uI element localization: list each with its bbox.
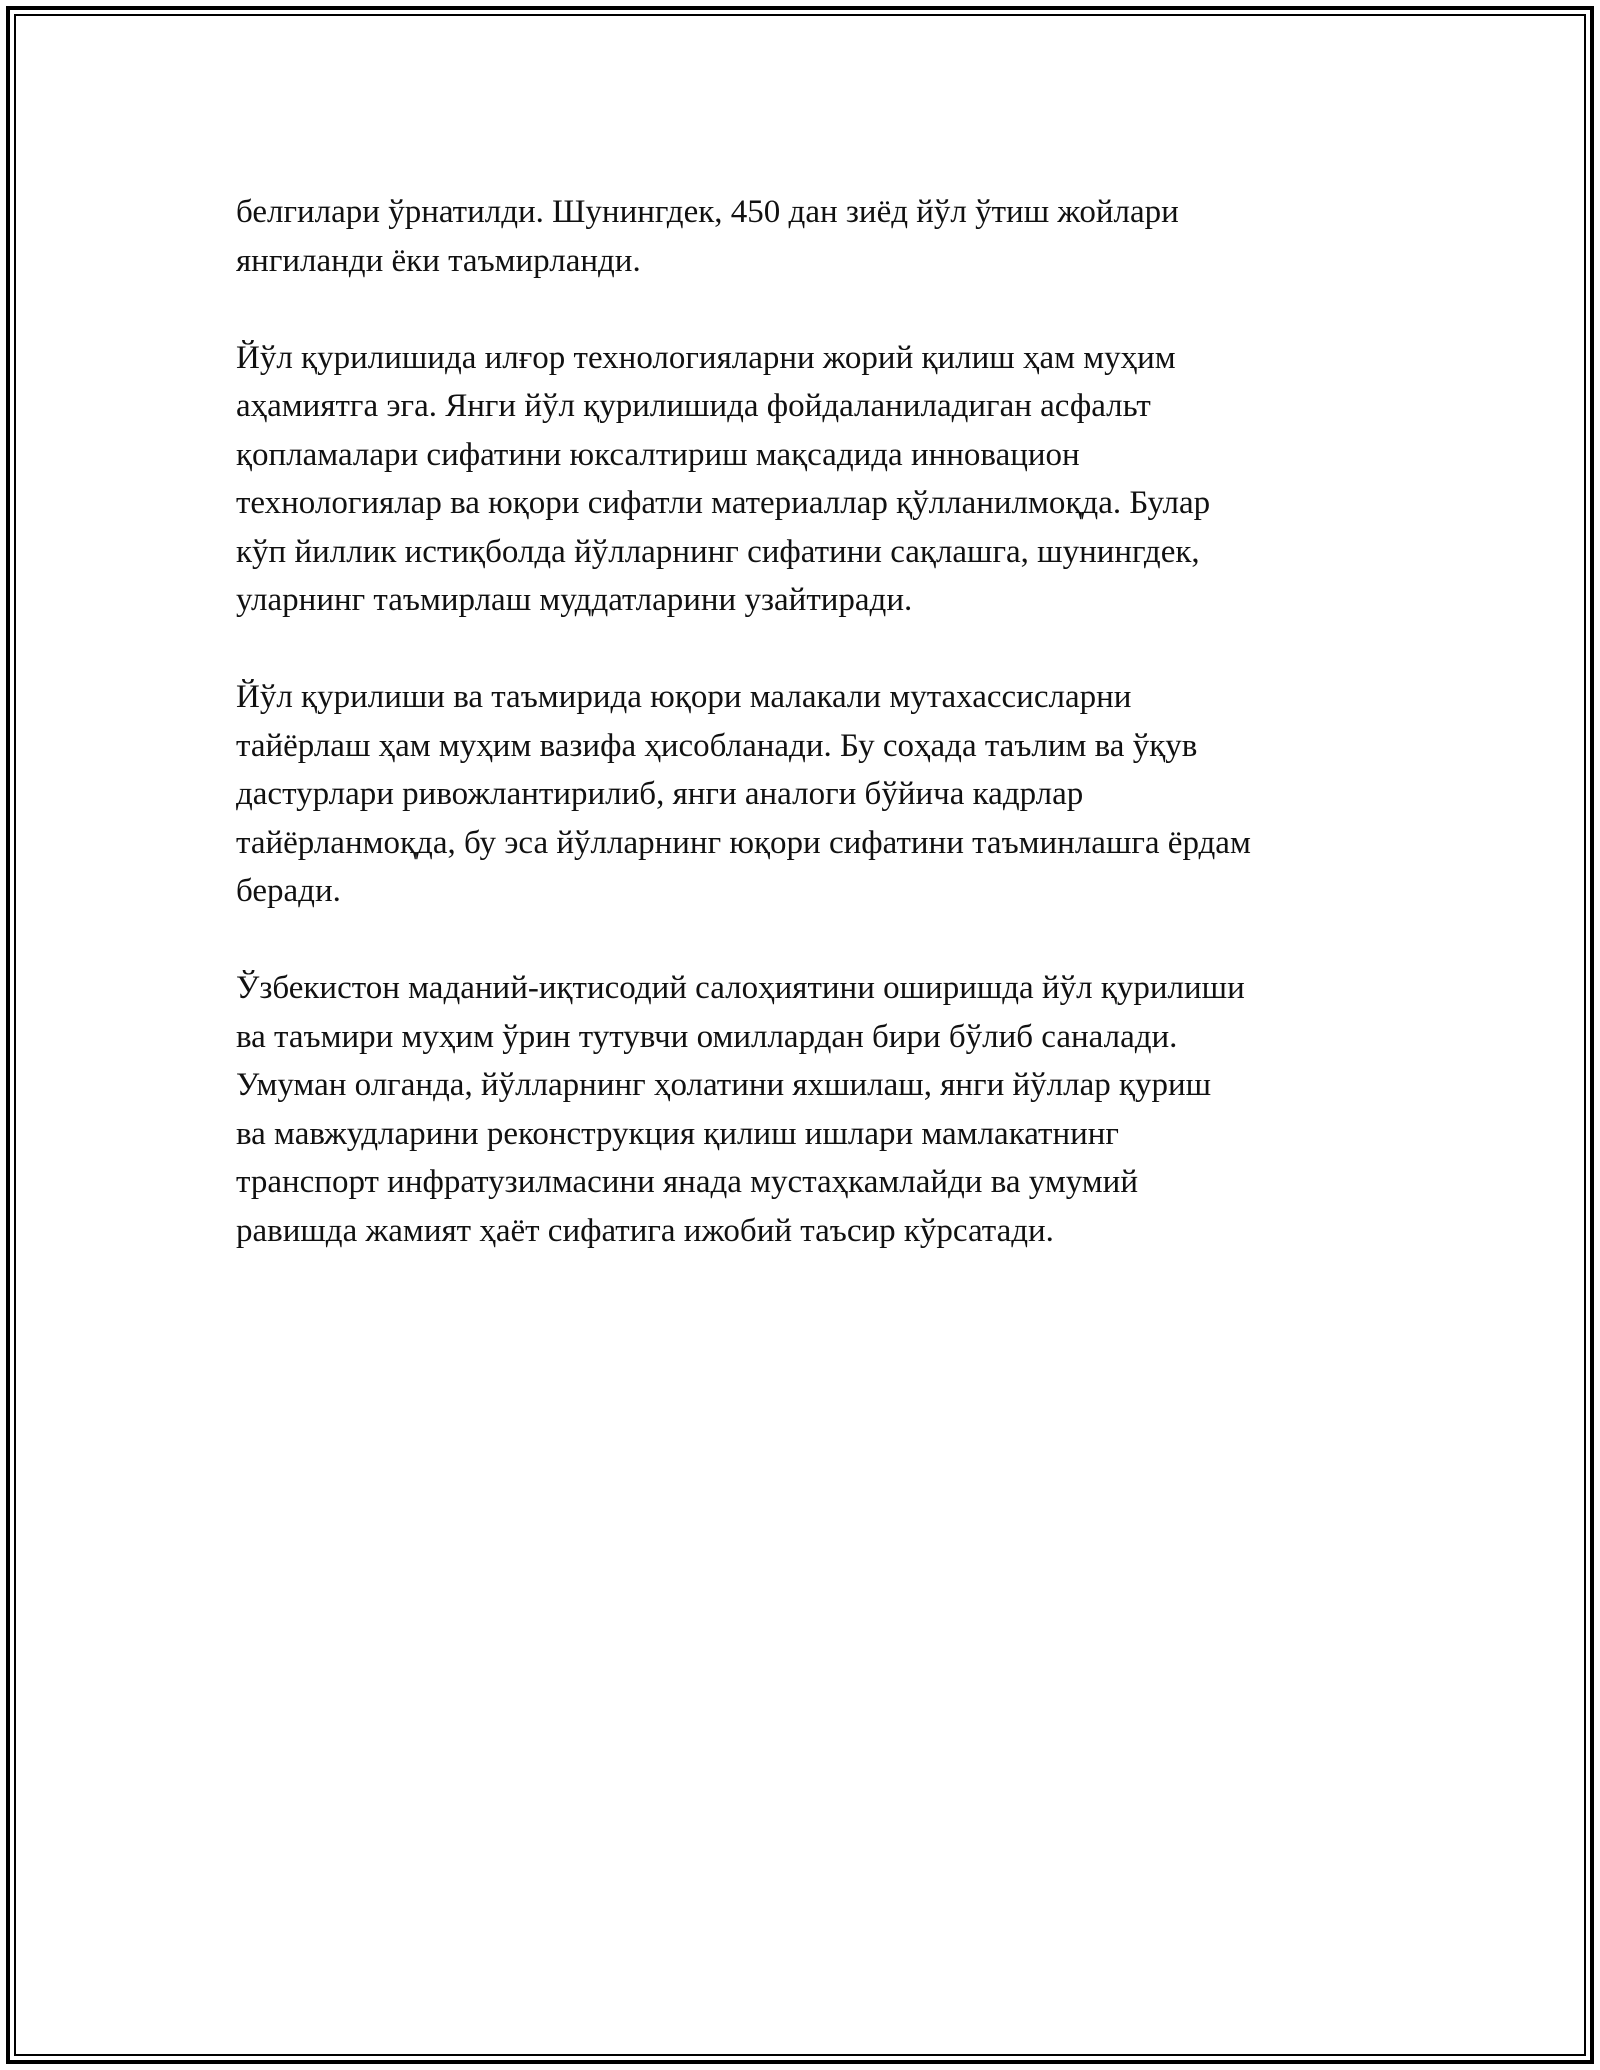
paragraph-2: Йўл қурилишида илғор технологияларни жорий қилиш ҳам муҳим аҳамиятга эга. Янги йўл қурилишида фойдаланиладиган асфальт қопламалари сифатини юксалтириш мақсадида инновацион технологиялар ва юқори сифатли материаллар қўлланилмоқда. Булар кўп йиллик истиқболда йўлларнинг сифатини сақлашга, шунингдек, уларнинг таъмирлаш муддатларини узайтиради. — [236, 339, 1211, 618]
paragraph-4: Ўзбекистон маданий-иқтисодий салоҳиятини оширишда йўл қурилиши ва таъмири муҳим ўрин тутувчи омиллардан бири бўлиб саналади. Умуман олганда, йўлларнинг ҳолатини яхшилаш, янги йўллар қуриш ва мавжудларини реконструкция қилиш ишлари мамлакатнинг транспорт инфратузилмасини янада мустаҳкамлайди ва умумий равишда жамият ҳаёт сифатига ижобий таъсир кўрсатади. — [236, 970, 1245, 1249]
paragraph-3: Йўл қурилиши ва таъмирида юқори малакали мутахассисларни тайёрлаш ҳам муҳим вазифа ҳисобланади. Бу соҳада таълим ва ўқув дастурлари ривожлантирилиб, янги аналоги бўйича кадрлар тайёрланмоқда, бу эса йўлларнинг юқори сифатини таъминлашга ёрдам беради. — [236, 679, 1251, 909]
document-body — [236, 188, 1416, 1304]
paragraph-1: белгилари ўрнатилди. Шунингдек, 450 дан зиёд йўл ўтиш жойлари янгиланди ёки таъмирланди. — [236, 194, 1179, 279]
